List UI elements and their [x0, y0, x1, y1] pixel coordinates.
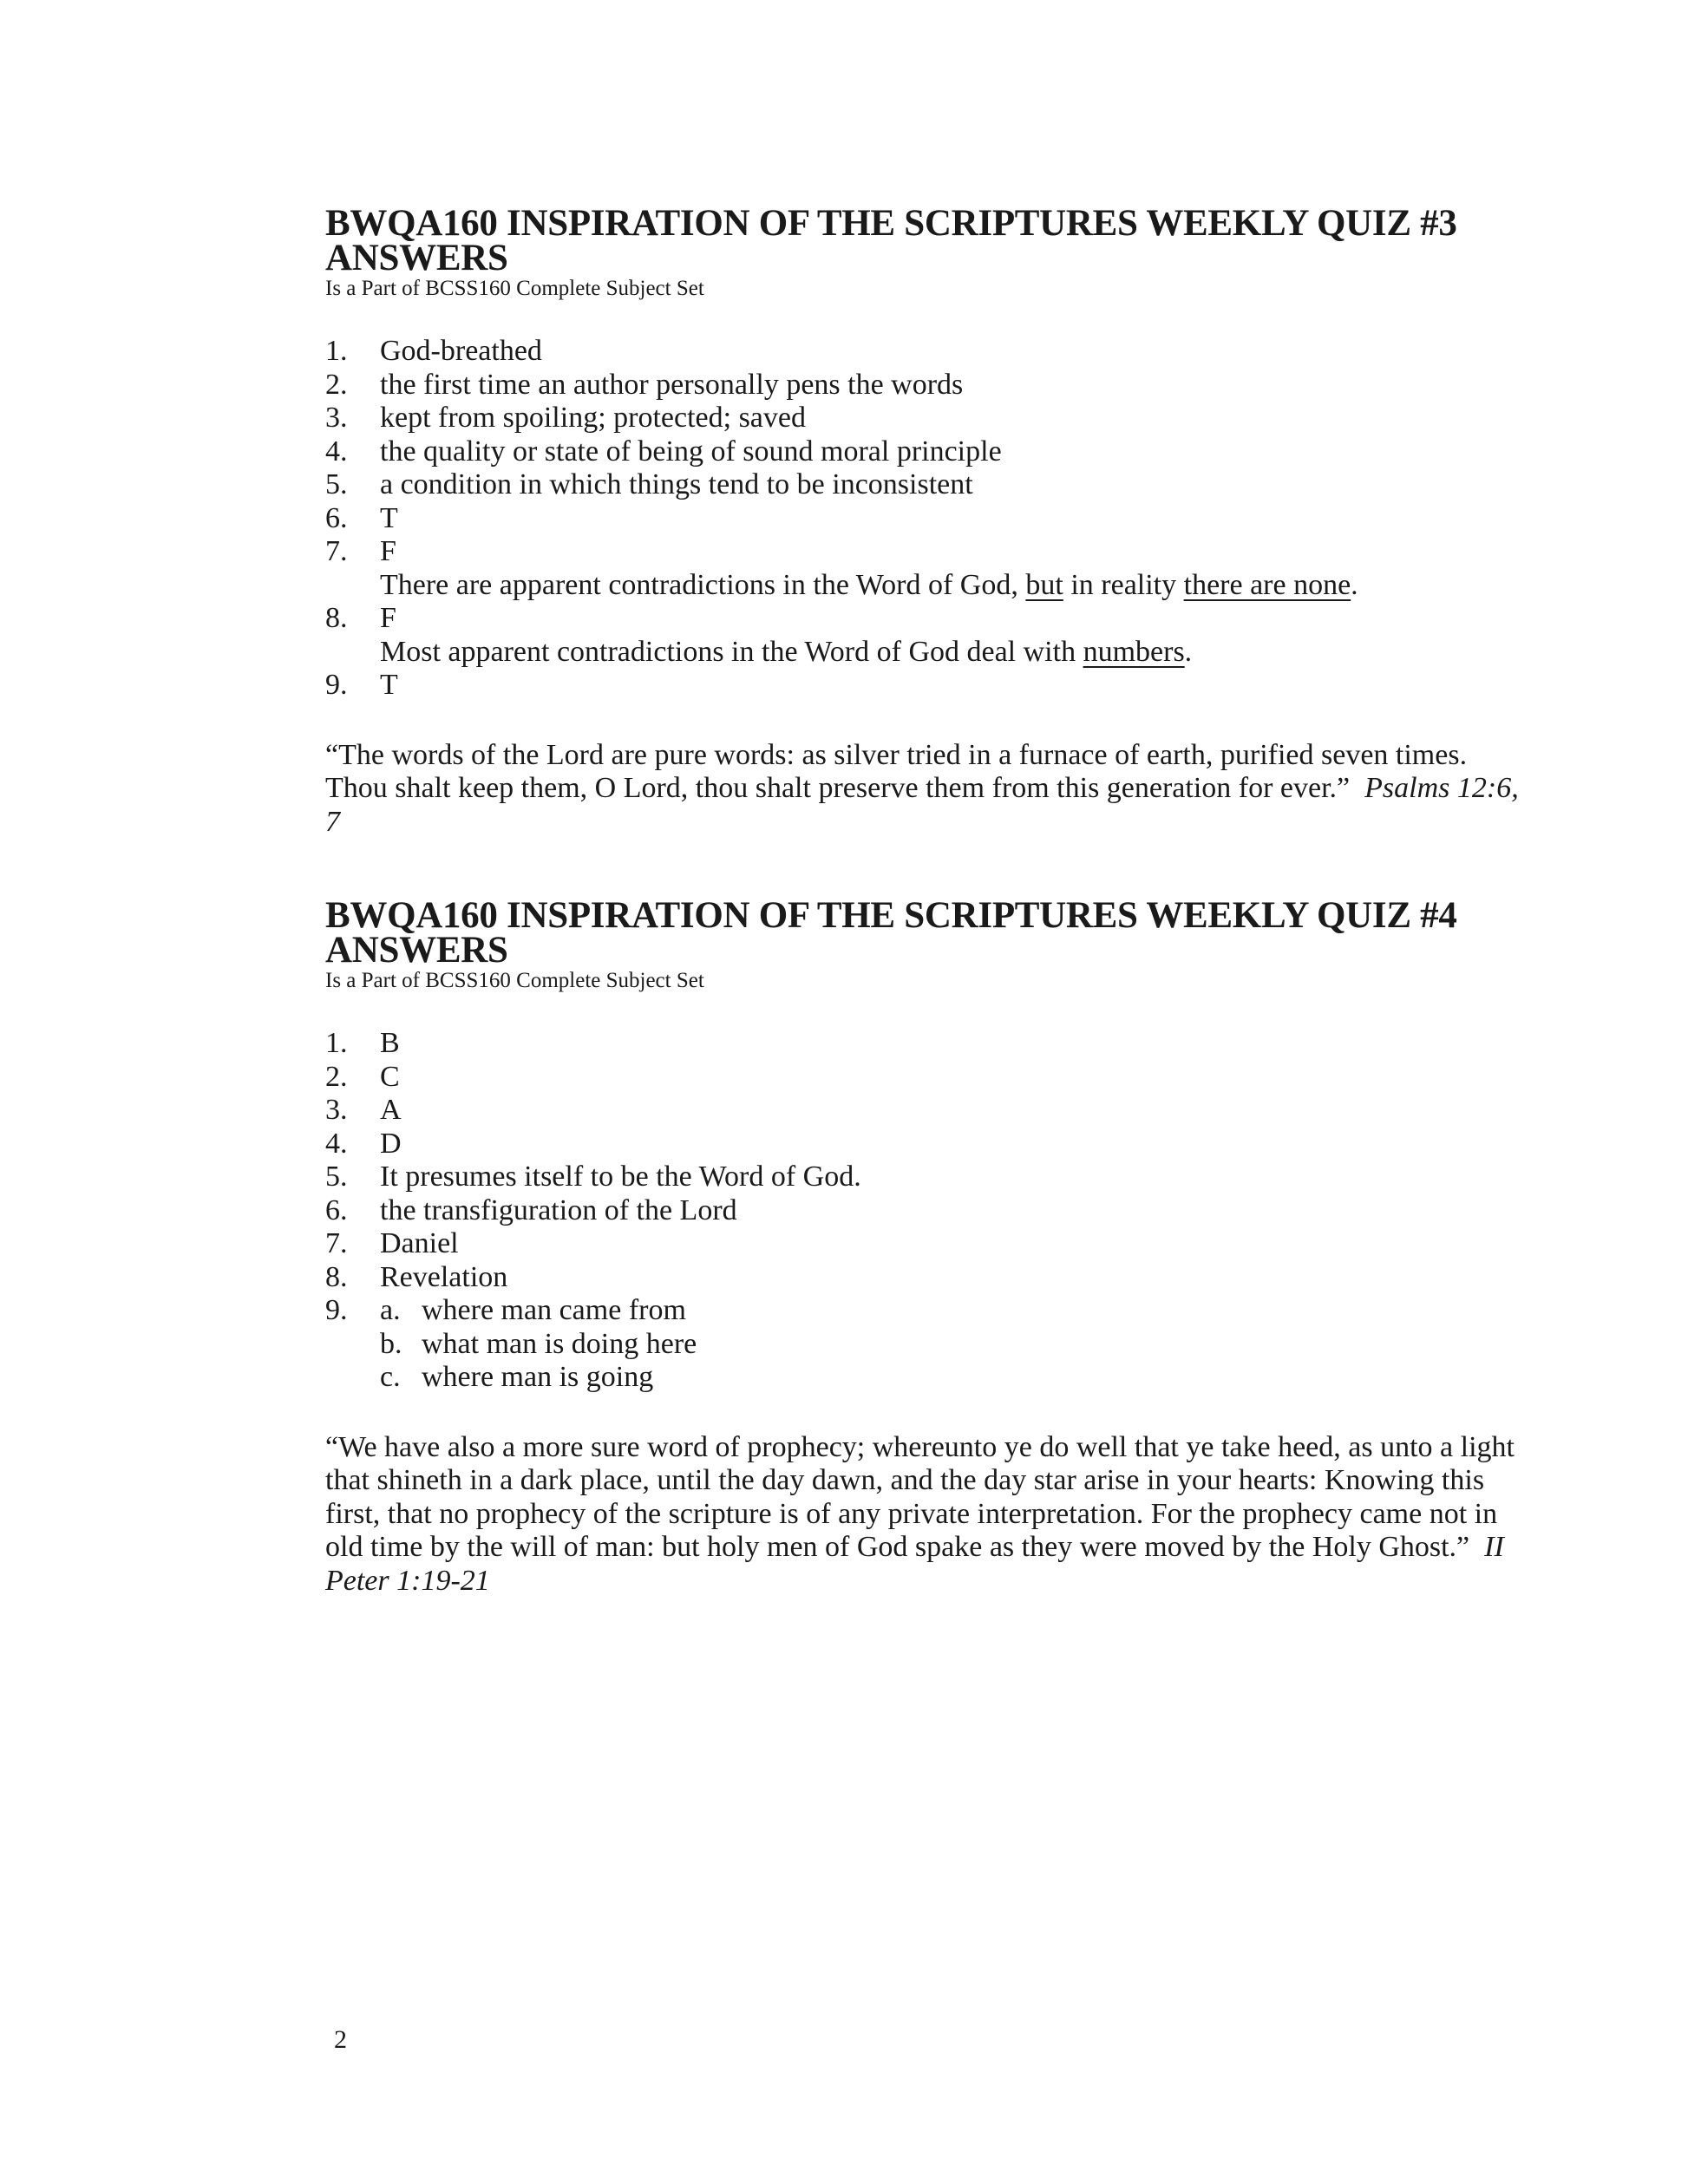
quote-text: “We have also a more sure word of prophecy; whereunto ye do well that ye take heed, as unto a light that shineth in a dark place, until the day dawn, and the day star arise in your hearts: Knowing this first, that no prophecy of the scripture is of any private interpretation. For the prophecy came not in old time by the will of man: but holy men of God spake as they were moved by the Holy Ghost.”	[325, 1430, 1515, 1563]
answer-number: 8.	[325, 602, 348, 634]
quiz4-title	[325, 895, 1540, 971]
underlined-text: numbers	[1083, 635, 1185, 668]
answer-text: the transfiguration of the Lord	[380, 1193, 737, 1226]
sub-answer-letter: b.	[380, 1327, 402, 1360]
answer-text: the quality or state of being of sound moral principle	[380, 435, 1002, 468]
answer-item	[325, 535, 1540, 569]
sub-answer-text: where man came from	[422, 1294, 686, 1326]
answer-text: F	[380, 535, 396, 567]
explanation-text: .	[1184, 635, 1193, 668]
sub-answer-letter: a.	[380, 1294, 401, 1326]
answer-number: 7.	[325, 1227, 348, 1259]
quote-reference: Psalms 12:6, 7	[325, 772, 1519, 838]
page-number: 2	[334, 2025, 347, 2054]
underlined-text: but	[1025, 568, 1063, 601]
answer-text: It presumes itself to be the Word of God.	[380, 1161, 861, 1193]
answer-number: 5.	[325, 1161, 348, 1193]
explanation-text: There are apparent contradictions in the Word of God,	[380, 568, 1026, 601]
sub-answer-text: what man is doing here	[422, 1327, 697, 1360]
quiz3-scripture-quote	[325, 739, 1531, 840]
answer-text: kept from spoiling; protected; saved	[380, 402, 806, 434]
quiz3-title	[325, 203, 1540, 278]
underlined-text: there are none	[1183, 568, 1351, 601]
quiz3-title-line1: BWQA160 INSPIRATION OF THE SCRIPTURES WEEKLY QUIZ #3	[325, 203, 1457, 244]
quiz4-scripture-quote	[325, 1431, 1531, 1599]
answer-text: C	[380, 1060, 400, 1093]
answer-text: D	[380, 1127, 402, 1160]
answer-8-explanation	[325, 636, 1540, 670]
quiz3-answer-list	[325, 335, 1540, 703]
answer-9-sublist	[380, 1294, 1540, 1395]
answer-item	[325, 402, 1540, 435]
quiz4-section	[325, 895, 1540, 1598]
answer-number: 2.	[325, 368, 348, 401]
quiz4-title-line2: ANSWERS	[325, 930, 508, 971]
answer-text: F	[380, 602, 396, 634]
answer-number: 4.	[325, 1127, 348, 1160]
answer-text: a condition in which things tend to be inconsistent	[380, 468, 973, 500]
answer-number: 8.	[325, 1260, 348, 1293]
answer-number: 9.	[325, 1294, 348, 1326]
explanation-text: in reality	[1063, 568, 1184, 601]
answer-item	[325, 669, 1540, 703]
answer-item	[325, 335, 1540, 369]
answer-item	[325, 1194, 1540, 1228]
answer-item	[325, 468, 1540, 502]
answer-text: Daniel	[380, 1227, 459, 1259]
sub-answer-letter: c.	[380, 1361, 401, 1393]
answer-item	[325, 1161, 1540, 1194]
answer-number: 3.	[325, 1094, 348, 1126]
quiz3-title-line2: ANSWERS	[325, 238, 508, 278]
answer-number: 5.	[325, 468, 348, 500]
answer-number: 3.	[325, 402, 348, 434]
answer-number: 6.	[325, 501, 348, 534]
answer-item	[325, 1128, 1540, 1161]
answer-number: 7.	[325, 535, 348, 567]
answer-number: 4.	[325, 435, 348, 468]
answer-text: T	[380, 501, 398, 534]
answer-item	[325, 602, 1540, 636]
answer-item	[325, 1261, 1540, 1295]
answer-item	[325, 1061, 1540, 1095]
quiz4-answer-list	[325, 1027, 1540, 1395]
answer-item	[325, 502, 1540, 536]
sub-answer-item	[380, 1361, 1540, 1395]
answer-text: T	[380, 669, 398, 701]
answer-item	[325, 1294, 1540, 1395]
answer-number: 1.	[325, 1027, 348, 1059]
explanation-text: .	[1351, 568, 1358, 601]
answer-text: A	[380, 1094, 402, 1126]
answer-text: the first time an author personally pens the words	[380, 368, 964, 401]
quiz3-section	[325, 203, 1540, 839]
answer-item	[325, 1094, 1540, 1128]
quote-text: “The words of the Lord are pure words: as silver tried in a furnace of earth, purified seven times. Thou shalt keep them, O Lord, thou shalt preserve them from this generation for ever.”	[325, 738, 1468, 804]
answer-text: God-breathed	[380, 335, 542, 367]
quote-reference: II Peter 1:19-21	[325, 1531, 1504, 1597]
answer-number: 9.	[325, 669, 348, 701]
answer-7-explanation	[325, 569, 1540, 603]
sub-answer-item	[380, 1328, 1540, 1362]
answer-number: 1.	[325, 335, 348, 367]
answer-text: B	[380, 1027, 400, 1059]
answer-text: Revelation	[380, 1260, 508, 1293]
quiz4-subtitle: Is a Part of BCSS160 Complete Subject Set	[325, 969, 704, 992]
answer-item	[325, 1227, 1540, 1261]
answer-number: 6.	[325, 1193, 348, 1226]
sub-answer-item	[380, 1294, 1540, 1328]
answer-item	[325, 435, 1540, 469]
quiz3-subtitle: Is a Part of BCSS160 Complete Subject Set	[325, 277, 704, 300]
quiz4-title-line1: BWQA160 INSPIRATION OF THE SCRIPTURES WEEKLY QUIZ #4	[325, 895, 1457, 936]
answer-number: 2.	[325, 1060, 348, 1093]
answer-item	[325, 369, 1540, 402]
answer-item	[325, 1027, 1540, 1061]
sub-answer-text: where man is going	[422, 1361, 654, 1393]
explanation-text: Most apparent contradictions in the Word of God deal with	[380, 635, 1083, 668]
